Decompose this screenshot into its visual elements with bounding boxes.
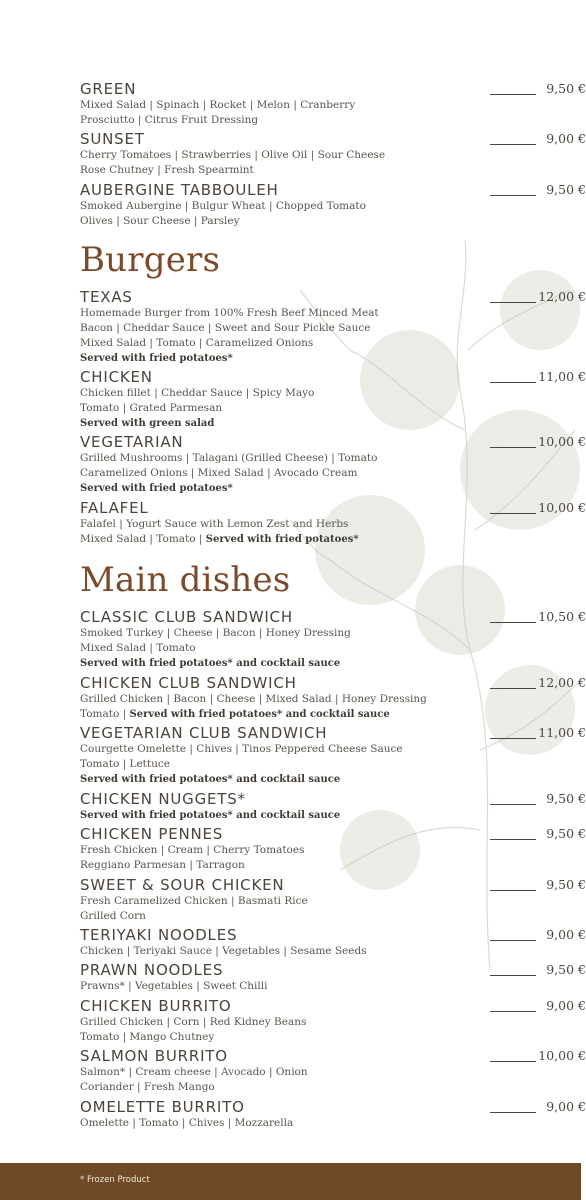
item-description: [80, 1015, 510, 1030]
item-price: 12,00 €: [538, 675, 586, 690]
description-text: Reggiano Parmesan | Tarragon: [80, 859, 245, 871]
item-description: [80, 707, 510, 722]
item-name: SALMON BURRITO: [80, 1047, 228, 1065]
price-leader-line: [490, 738, 536, 739]
menu-item: [80, 1098, 586, 1131]
price-leader-line: [490, 890, 536, 891]
description-text: Courgette Omelette | Chives | Tinos Peppered Cheese Sauce: [80, 743, 403, 755]
item-description: [80, 1116, 510, 1131]
item-description: [80, 692, 510, 707]
item-name: AUBERGINE TABBOULEH: [80, 181, 279, 199]
description-text: Grilled Mushrooms | Talagani (Grilled Cheese) | Tomato: [80, 452, 378, 464]
serving-note: Served with fried potatoes* and cocktail sauce: [80, 774, 341, 785]
item-price: 9,50 €: [546, 791, 586, 806]
item-description: [80, 641, 510, 656]
menu-item: [80, 961, 586, 994]
description-text: Coriander | Fresh Mango: [80, 1081, 215, 1093]
price-leader-line: [490, 804, 536, 805]
item-name: GREEN: [80, 80, 137, 98]
item-name: FALAFEL: [80, 499, 149, 517]
item-description: [80, 1030, 510, 1045]
item-description: [80, 466, 510, 481]
description-text: Fresh Caramelized Chicken | Basmati Rice: [80, 895, 308, 907]
price-leader-line: [490, 195, 536, 196]
description-text: Mixed Salad | Spinach | Rocket | Melon | Cranberry: [80, 99, 356, 111]
serving-note: Served with fried potatoes*: [205, 534, 359, 545]
description-text: Mixed Salad | Tomato: [80, 642, 196, 654]
description-text: Tomato | Mango Chutney: [80, 1031, 215, 1043]
price-leader-line: [490, 302, 536, 303]
description-text: Grilled Chicken | Bacon | Cheese | Mixed Salad | Honey Dressing: [80, 693, 427, 705]
item-price: 10,00 €: [538, 1048, 586, 1063]
item-description: [80, 148, 510, 163]
item-name: CLASSIC CLUB SANDWICH: [80, 608, 293, 626]
item-description: [80, 532, 510, 547]
item-description: [80, 656, 510, 671]
item-price: 10,00 €: [538, 500, 586, 515]
item-description: [80, 944, 510, 959]
description-text: Olives | Sour Cheese | Parsley: [80, 215, 240, 227]
price-leader-line: [490, 94, 536, 95]
menu-item: [80, 997, 586, 1045]
description-text: Grilled Corn: [80, 910, 146, 922]
item-price: 9,00 €: [546, 1099, 586, 1114]
item-description: [80, 909, 510, 924]
description-text: Tomato | Grated Parmesan: [80, 402, 223, 414]
menu-item: [80, 876, 586, 924]
item-price: 9,50 €: [546, 877, 586, 892]
item-description: [80, 858, 510, 873]
item-description: [80, 351, 510, 366]
description-text: Falafel | Yogurt Sauce with Lemon Zest and Herbs: [80, 518, 349, 530]
item-name: TEXAS: [80, 288, 133, 306]
item-description: [80, 894, 510, 909]
price-leader-line: [490, 1011, 536, 1012]
item-price: 10,00 €: [538, 434, 586, 449]
description-text: Rose Chutney | Fresh Spearmint: [80, 164, 254, 176]
item-name: PRAWN NOODLES: [80, 961, 224, 979]
item-price: 9,50 €: [546, 81, 586, 96]
item-price: 12,00 €: [538, 289, 586, 304]
menu-item: [80, 1047, 586, 1095]
price-leader-line: [490, 688, 536, 689]
item-description: [80, 451, 510, 466]
item-name: CHICKEN CLUB SANDWICH: [80, 674, 297, 692]
menu-item: [80, 499, 586, 547]
item-price: 11,00 €: [538, 725, 586, 740]
price-leader-line: [490, 513, 536, 514]
item-price: 9,50 €: [546, 826, 586, 841]
item-description: [80, 98, 510, 113]
item-description: [80, 979, 510, 994]
item-name: CHICKEN PENNES: [80, 825, 224, 843]
item-description: [80, 416, 510, 431]
item-name: CHICKEN BURRITO: [80, 997, 232, 1015]
serving-note: Served with fried potatoes* and cocktail sauce: [80, 810, 341, 821]
item-price: 10,50 €: [538, 609, 586, 624]
item-name: SUNSET: [80, 130, 145, 148]
serving-note: Served with fried potatoes* and cocktail sauce: [129, 709, 390, 720]
description-text: Salmon* | Cream cheese | Avocado | Onion: [80, 1066, 308, 1078]
description-text: Chicken fillet | Cheddar Sauce | Spicy Mayo: [80, 387, 315, 399]
item-price: 9,00 €: [546, 131, 586, 146]
item-description: [80, 742, 510, 757]
item-name: SWEET & SOUR CHICKEN: [80, 876, 285, 894]
section-title: Burgers: [80, 240, 221, 280]
item-description: [80, 321, 510, 336]
price-leader-line: [490, 975, 536, 976]
menu-item: [80, 80, 586, 128]
description-text: Smoked Aubergine | Bulgur Wheat | Chopped Tomato: [80, 200, 366, 212]
menu-item: [80, 288, 586, 366]
item-description: [80, 163, 510, 178]
description-text: Omelette | Tomato | Chives | Mozzarella: [80, 1117, 294, 1129]
description-text: Caramelized Onions | Mixed Salad | Avocado Cream: [80, 467, 358, 479]
price-leader-line: [490, 1061, 536, 1062]
price-leader-line: [490, 940, 536, 941]
item-description: [80, 772, 510, 787]
footer-note: * Frozen Product: [80, 1175, 150, 1185]
item-price: 11,00 €: [538, 369, 586, 384]
item-description: [80, 1065, 510, 1080]
price-leader-line: [490, 144, 536, 145]
serving-note: Served with green salad: [80, 418, 215, 429]
item-description: [80, 386, 510, 401]
description-text: Cherry Tomatoes | Strawberries | Olive Oil | Sour Cheese: [80, 149, 386, 161]
description-text: Grilled Chicken | Corn | Red Kidney Beans: [80, 1016, 307, 1028]
price-leader-line: [490, 839, 536, 840]
item-description: [80, 336, 510, 351]
description-text: Prosciutto | Citrus Fruit Dressing: [80, 114, 259, 126]
description-text: Mixed Salad | Tomato |: [80, 533, 206, 545]
item-name: CHICKEN: [80, 368, 153, 386]
item-description: [80, 401, 510, 416]
item-price: 9,50 €: [546, 962, 586, 977]
item-description: [80, 843, 510, 858]
menu-item: [80, 790, 586, 823]
item-price: 9,00 €: [546, 927, 586, 942]
serving-note: Served with fried potatoes*: [80, 483, 233, 494]
item-description: [80, 517, 510, 532]
description-text: Tomato |: [80, 708, 130, 720]
item-name: CHICKEN NUGGETS*: [80, 790, 246, 808]
item-price: 9,50 €: [546, 182, 586, 197]
menu-item: [80, 433, 586, 496]
description-text: Prawns* | Vegetables | Sweet Chilli: [80, 980, 268, 992]
section-title: Main dishes: [80, 560, 291, 600]
description-text: Tomato | Lettuce: [80, 758, 170, 770]
description-text: Bacon | Cheddar Sauce | Sweet and Sour Pickle Sauce: [80, 322, 371, 334]
description-text: Fresh Chicken | Cream | Cherry Tomatoes: [80, 844, 305, 856]
description-text: Smoked Turkey | Cheese | Bacon | Honey Dressing: [80, 627, 351, 639]
price-leader-line: [490, 622, 536, 623]
item-description: [80, 1080, 510, 1095]
item-name: OMELETTE BURRITO: [80, 1098, 245, 1116]
footer-bar: [0, 1163, 581, 1200]
item-description: [80, 808, 510, 823]
item-description: [80, 757, 510, 772]
menu-item: [80, 130, 586, 178]
item-description: [80, 306, 510, 321]
item-name: TERIYAKI NOODLES: [80, 926, 238, 944]
menu-item: [80, 608, 586, 671]
menu-item: [80, 674, 586, 722]
price-leader-line: [490, 447, 536, 448]
description-text: Mixed Salad | Tomato | Caramelized Onions: [80, 337, 314, 349]
item-name: VEGETARIAN: [80, 433, 184, 451]
serving-note: Served with fried potatoes* and cocktail sauce: [80, 658, 341, 669]
menu-item: [80, 926, 586, 959]
serving-note: Served with fried potatoes*: [80, 353, 233, 364]
item-description: [80, 214, 510, 229]
menu-item: [80, 368, 586, 431]
item-description: [80, 626, 510, 641]
item-name: VEGETARIAN CLUB SANDWICH: [80, 724, 328, 742]
menu-item: [80, 724, 586, 787]
item-description: [80, 199, 510, 214]
item-price: 9,00 €: [546, 998, 586, 1013]
description-text: Homemade Burger from 100% Fresh Beef Minced Meat: [80, 307, 379, 319]
menu-item: [80, 181, 586, 229]
item-description: [80, 113, 510, 128]
price-leader-line: [490, 382, 536, 383]
menu-item: [80, 825, 586, 873]
item-description: [80, 481, 510, 496]
description-text: Chicken | Teriyaki Sauce | Vegetables | Sesame Seeds: [80, 945, 367, 957]
price-leader-line: [490, 1112, 536, 1113]
